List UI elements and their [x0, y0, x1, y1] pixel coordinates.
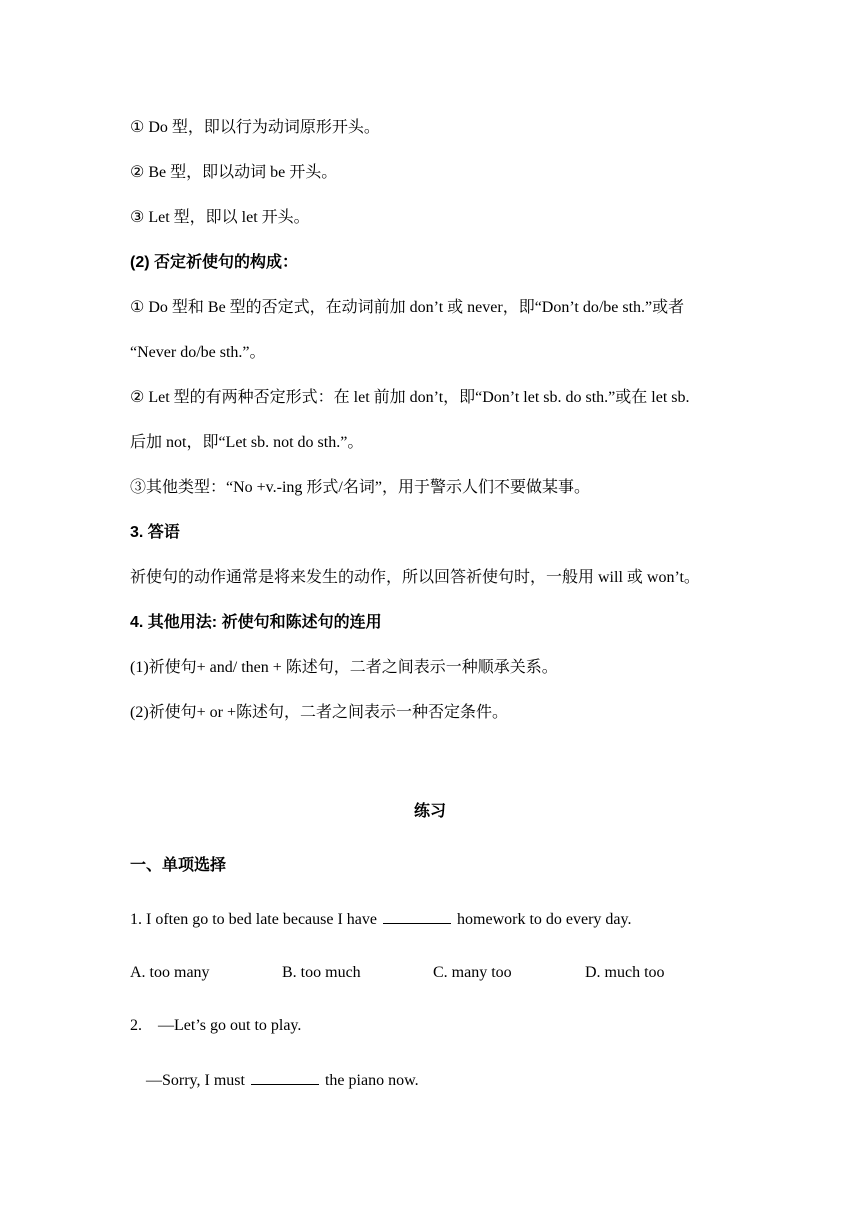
question-1 — [130, 909, 631, 930]
exercise-title: 练习 — [413, 803, 446, 820]
grammar-line-2: ② Be 型，即以动词 be 开头。 — [130, 164, 338, 181]
grammar-line-7: ② Let 型的有两种否定形式：在 let 前加 don’t，即“Don’t let sb. do sth.”或在 let sb. — [130, 389, 690, 406]
answer-blank[interactable] — [251, 1070, 319, 1085]
grammar-line-8: 后加 not，即“Let sb. not do sth.”。 — [130, 434, 364, 451]
option-b: B. too much — [282, 964, 361, 981]
question-2-stem-end: the piano now. — [324, 1072, 419, 1089]
question-2-stem: —Sorry, I must — [146, 1072, 245, 1089]
grammar-line-11: 祈使句的动作通常是将来发生的动作，所以回答祈使句时，一般用 will 或 won’t。 — [130, 569, 700, 586]
option-a: A. too many — [130, 964, 210, 981]
option-c: C. many too — [433, 964, 512, 981]
grammar-line-9: ③其他类型：“No +v.-ing 形式/名词”，用于警示人们不要做某事。 — [130, 479, 590, 496]
grammar-line-5: ① Do 型和 Be 型的否定式，在动词前加 don’t 或 never，即“Don’t do/be sth.”或者 — [130, 299, 685, 316]
section-heading: 一、单项选择 — [130, 857, 227, 874]
grammar-line-1: ① Do 型，即以行为动词原形开头。 — [130, 119, 380, 136]
question-1-stem-end: homework to do every day. — [457, 911, 632, 928]
grammar-line-13: (1)祈使句+ and/ then + 陈述句，二者之间表示一种顺承关系。 — [130, 659, 558, 676]
grammar-line-14: (2)祈使句+ or +陈述句，二者之间表示一种否定条件。 — [130, 704, 509, 721]
question-2-reply — [146, 1070, 419, 1091]
heading-negative-imperative: (2) 否定祈使句的构成： — [130, 254, 299, 271]
question-2: 2. —Let’s go out to play. — [130, 1017, 302, 1034]
option-d: D. much too — [585, 964, 665, 981]
grammar-line-6: “Never do/be sth.”。 — [130, 344, 266, 361]
heading-other-usage: 4. 其他用法: 祈使句和陈述句的连用 — [130, 614, 382, 631]
answer-blank[interactable] — [383, 909, 451, 924]
grammar-line-3: ③ Let 型，即以 let 开头。 — [130, 209, 310, 226]
heading-answers: 3. 答语 — [130, 524, 180, 541]
question-1-stem: 1. I often go to bed late because I have — [130, 911, 378, 928]
